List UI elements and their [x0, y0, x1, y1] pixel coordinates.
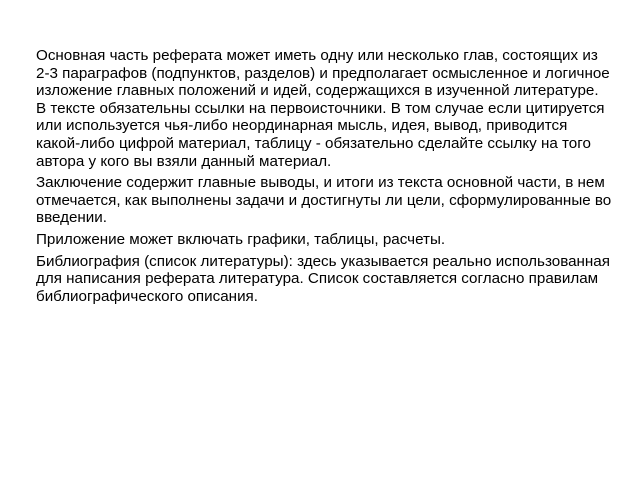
slide-body-text [36, 47, 612, 309]
paragraph-bibliography: Библиография (список литературы): здесь указывается реально использованная для написания реферата литература. Список составляется согласно правилам библиографического описания. [36, 252, 610, 305]
paragraph-main-part: Основная часть реферата может иметь одну или несколько глав, состоящих из 2-3 параграфов (подпунктов, разделов) и предполагает осмысленное и логичное изложение главных положений и идей, содержащихся в изученной литературе. В тексте обязательны ссылки на первоисточники. В том случае если цитируется или используется чья-либо неординарная мысль, идея, вывод, приводится какой-либо цифрой материал, таблицу - обязательно сделайте ссылку на того автора у кого вы взяли данный материал. [36, 47, 610, 170]
paragraph-appendix: Приложение может включать графики, таблицы, расчеты. [36, 230, 446, 248]
paragraph-conclusion: Заключение содержит главные выводы, и итоги из текста основной части, в нем отмечается, как выполнены задачи и достигнуты ли цели, сформулированные во введении. [36, 174, 612, 227]
